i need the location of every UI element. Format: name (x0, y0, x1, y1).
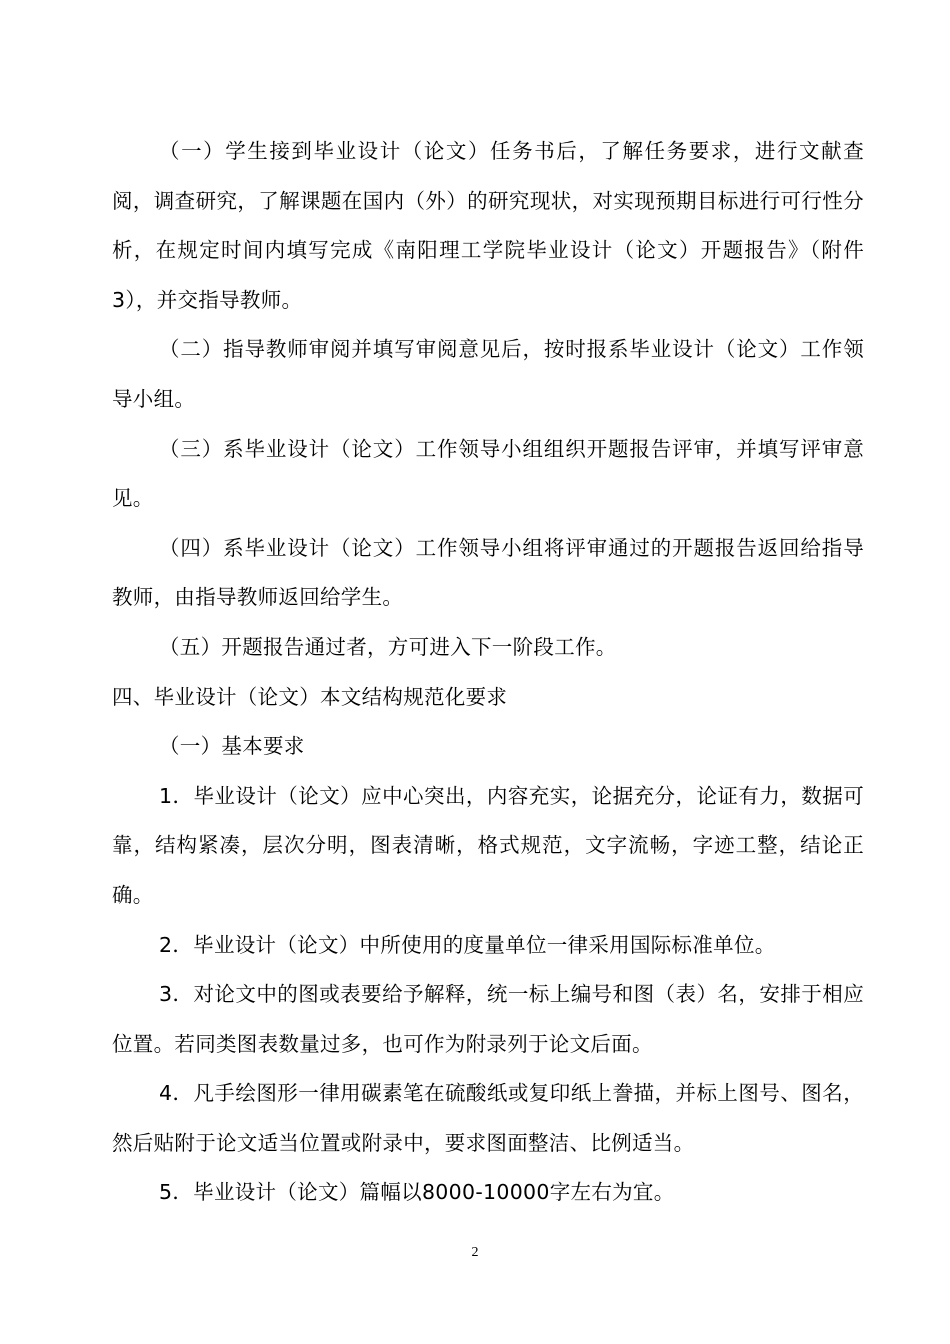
paragraph-step-1: （一）学生接到毕业设计（论文）任务书后，了解任务要求，进行文献查阅，调查研究，了解课题在国内（外）的研究现状，对实现预期目标进行可行性分析，在规定时间内填写完成《南阳理工学院毕业设计（论文）开题报告》（附件3），并交指导教师。 (112, 139, 864, 312)
requirement-item-5: 5．毕业设计（论文）篇幅以8000-10000字左右为宜。 (159, 1180, 675, 1205)
requirement-item-4: 4．凡手绘图形一律用碳素笔在硫酸纸或复印纸上誊描，并标上图号、图名，然后贴附于论文适当位置或附录中，要求图面整洁、比例适当。 (112, 1081, 864, 1155)
section-heading: 四、毕业设计（论文）本文结构规范化要求 (112, 684, 508, 709)
document-body (112, 127, 864, 1218)
paragraph-step-4: （四）系毕业设计（论文）工作领导小组将评审通过的开题报告返回给指导教师，由指导教师返回给学生。 (112, 535, 864, 610)
subsection-heading: （一）基本要求 (159, 734, 305, 759)
paragraph-step-2: （二）指导教师审阅并填写审阅意见后，按时报系毕业设计（论文）工作领导小组。 (112, 337, 864, 411)
page-number: 2 (471, 1245, 479, 1260)
paragraph-step-3: （三）系毕业设计（论文）工作领导小组组织开题报告评审，并填写评审意见。 (112, 436, 864, 511)
requirement-item-2: 2．毕业设计（论文）中所使用的度量单位一律采用国际标准单位。 (159, 932, 776, 957)
paragraph-step-5: （五）开题报告通过者，方可进入下一阶段工作。 (159, 634, 617, 659)
requirement-item-3: 3．对论文中的图或表要给予解释，统一标上编号和图（表）名，安排于相应位置。若同类图表数量过多，也可作为附录列于论文后面。 (112, 982, 864, 1056)
requirement-item-1: 1．毕业设计（论文）应中心突出，内容充实，论据充分，论证有力，数据可靠，结构紧凑，层次分明，图表清晰，格式规范，文字流畅，字迹工整，结论正确。 (112, 783, 864, 907)
